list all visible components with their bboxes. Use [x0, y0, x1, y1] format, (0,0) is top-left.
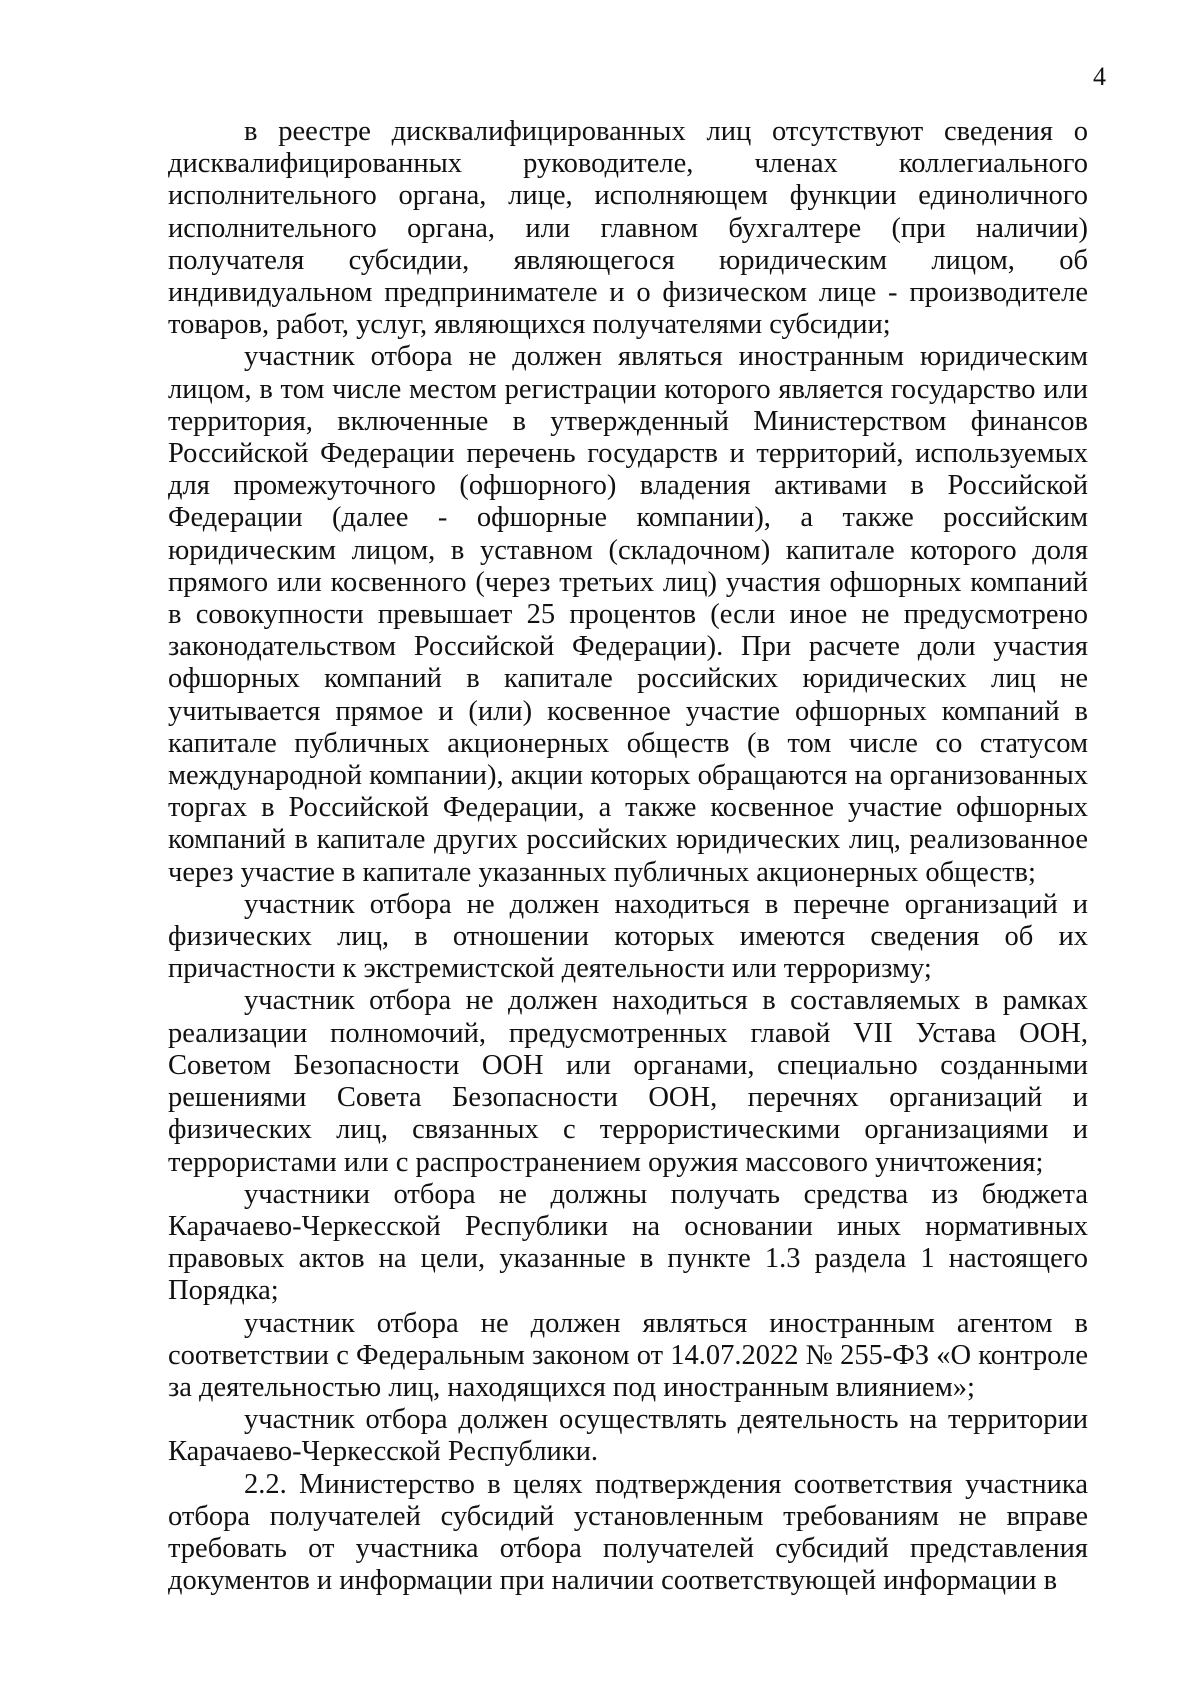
paragraph-disqualified-registry: в реестре дисквалифицированных лиц отсутствуют сведения о дисквалифицированных руководителе, членах коллегиального исполнительного органа, лице, исполняющем функции единоличного исполнительного органа, или главном бухгалтере (при наличии) получателя субсидии, являющегося юридическим лицом, об индивидуальном предпринимателе и о физическом лице - производителе товаров, работ, услуг, являющихся получателями субсидии;	[168, 116, 1088, 341]
paragraph-budget-funds: участники отбора не должны получать средства из бюджета Карачаево-Черкесской Республики на основании иных нормативных правовых актов на цели, указанные в пункте 1.3 раздела 1 настоящего Порядка;	[168, 1178, 1088, 1307]
paragraph-un-security-council: участник отбора не должен находиться в составляемых в рамках реализации полномочий, предусмотренных главой VII Устава ООН, Советом Безопасности ООН или органами, специально созданными решениями Совета Безопасности ООН, перечнях организаций и физических лиц, связанных с террористическими организациями и террористами или с распространением оружия массового уничтожения;	[168, 985, 1088, 1178]
paragraph-extremism-list: участник отбора не должен находиться в перечне организаций и физических лиц, в отношении которых имеются сведения об их причастности к экстремистской деятельности или терроризму;	[168, 888, 1088, 985]
paragraph-offshore-companies: участник отбора не должен являться иностранным юридическим лицом, в том числе местом регистрации которого является государство или территория, включенные в утвержденный Министерством финансов Российской Федерации перечень государств и территорий, используемых для промежуточного (офшорного) владения активами в Российской Федерации (далее - офшорные компании), а также российским юридическим лицом, в уставном (складочном) капитале которого доля прямого или косвенного (через третьих лиц) участия офшорных компаний в совокупности превышает 25 процентов (если иное не предусмотрено законодательством Российской Федерации). При расчете доли участия офшорных компаний в капитале российских юридических лиц не учитывается прямое и (или) косвенное участие офшорных компаний в капитале публичных акционерных обществ (в том числе со статусом международной компании), акции которых обращаются на организованных торгах в Российской Федерации, а также косвенное участие офшорных компаний в капитале других российских юридических лиц, реализованное через участие в капитале указанных публичных акционерных обществ;	[168, 341, 1088, 888]
page-number: 4	[1093, 62, 1106, 91]
paragraph-section-2-2: 2.2. Министерство в целях подтверждения соответствия участника отбора получателей субсидий установленным требованиям не вправе требовать от участника отбора получателей субсидий представления документов и информации при наличии соответствующей информации в	[168, 1468, 1088, 1597]
paragraph-territory: участник отбора должен осуществлять деятельность на территории Карачаево-Черкесской Республики.	[168, 1404, 1088, 1468]
paragraph-foreign-agent: участник отбора не должен являться иностранным агентом в соответствии с Федеральным законом от 14.07.2022 № 255-ФЗ «О контроле за деятельностью лиц, находящихся под иностранным влиянием»;	[168, 1307, 1088, 1403]
document-body	[168, 116, 1088, 1597]
